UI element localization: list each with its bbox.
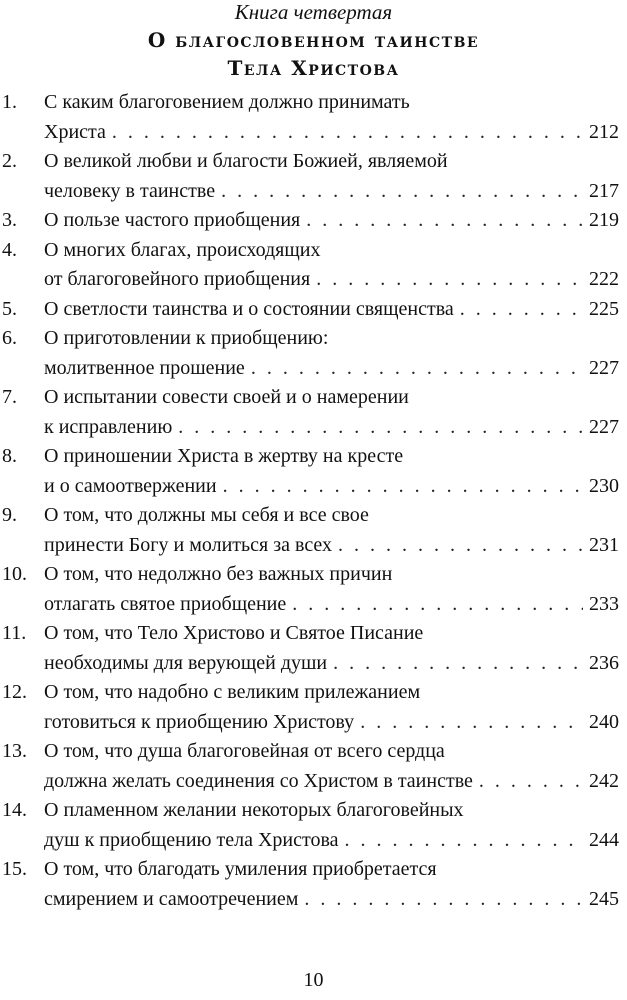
- toc-entry: [0, 678, 627, 737]
- toc-entry-title: человеку в таинстве: [44, 179, 216, 202]
- toc-entry-last-line: [44, 531, 619, 561]
- toc-entry-last-line: [44, 413, 619, 443]
- toc-entry-title: готовиться к приобщению Христову: [44, 710, 355, 733]
- toc-entry-title: принести Богу и молиться за всех: [44, 533, 333, 556]
- toc-entry-last-line: [44, 206, 619, 236]
- toc-entry-title: О великой любви и благости Божией, являемой: [44, 150, 448, 172]
- toc-entry-page: 227: [589, 415, 619, 438]
- table-of-contents: [0, 88, 627, 914]
- toc-entry-title: О пламенном желании некоторых благоговейных: [44, 799, 464, 821]
- toc-entry-page: 219: [589, 209, 619, 231]
- toc-entry-title: необходимы для верующей души: [44, 651, 328, 674]
- dot-leader: [292, 590, 583, 620]
- toc-entry-title: О том, что душа благоговейная от всего сердца: [44, 740, 445, 762]
- toc-entry: [0, 324, 627, 383]
- toc-entry-number: 4.: [2, 238, 17, 261]
- toc-entry: [0, 147, 627, 206]
- toc-entry-last-line: [44, 708, 619, 738]
- toc-entry-number: 8.: [2, 445, 17, 467]
- toc-entry-last-line: [44, 826, 619, 856]
- dot-leader: [345, 826, 583, 856]
- section-title-line-2: Тела Христова: [227, 56, 400, 80]
- toc-entry-page: 217: [589, 179, 619, 202]
- toc-entry-title: отлагать святое приобщение: [44, 592, 287, 615]
- toc-entry-title: О многих благах, происходящих: [44, 238, 321, 261]
- dot-leader: [306, 206, 583, 236]
- toc-entry: [0, 295, 627, 325]
- toc-entry-last-line: [44, 265, 619, 295]
- dot-leader: [223, 472, 583, 502]
- dot-leader: [304, 885, 583, 915]
- toc-entry-last-line: [44, 295, 619, 325]
- toc-entry-page: 236: [589, 651, 619, 674]
- toc-entry-number: 13.: [2, 740, 27, 762]
- toc-entry-title: О испытании совести своей и о намерении: [44, 386, 409, 408]
- dot-leader: [112, 118, 583, 148]
- toc-entry-number: 12.: [2, 681, 27, 703]
- toc-entry-number: 9.: [2, 504, 17, 526]
- toc-entry-number: 6.: [2, 327, 17, 349]
- toc-entry-title: душ к приобщению тела Христова: [44, 828, 339, 851]
- toc-entry-last-line: [44, 118, 619, 148]
- toc-entry: [0, 855, 627, 914]
- toc-entry-title: молитвенное прошение: [44, 356, 245, 379]
- toc-entry-number: 11.: [2, 622, 27, 644]
- toc-entry-last-line: [44, 767, 619, 797]
- toc-entry-last-line: [44, 885, 619, 915]
- toc-entry: [0, 236, 627, 295]
- toc-entry-title: О приношении Христа в жертву на кресте: [44, 445, 404, 467]
- section-title-line-1: О благословенном таинстве: [147, 28, 480, 52]
- toc-entry-title: к исправлению: [44, 415, 173, 438]
- toc-entry-title: О том, что надобно с великим прилежанием: [44, 681, 421, 703]
- toc-entry-title: О том, что благодать умиления приобретается: [44, 858, 437, 880]
- toc-entry: [0, 206, 627, 236]
- toc-entry-page: 212: [589, 120, 619, 143]
- toc-entry-title: О том, что Тело Христово и Святое Писание: [44, 622, 424, 644]
- toc-entry-title: смирением и самоотречением: [44, 887, 299, 910]
- toc-entry-title: О том, что должны мы себя и все свое: [44, 504, 369, 526]
- toc-entry-page: 227: [589, 356, 619, 379]
- dot-leader: [360, 708, 583, 738]
- toc-entry: [0, 560, 627, 619]
- dot-leader: [460, 295, 583, 325]
- toc-entry: [0, 619, 627, 678]
- toc-entry: [0, 737, 627, 796]
- toc-entry-page: 244: [589, 828, 619, 851]
- dot-leader: [479, 767, 583, 797]
- toc-entry-number: 2.: [2, 150, 17, 172]
- toc-entry-title: О том, что недолжно без важных причин: [44, 563, 393, 585]
- toc-entry-number: 14.: [2, 799, 27, 821]
- toc-entry-number: 15.: [2, 858, 27, 880]
- book-label: Книга четвертая: [234, 0, 393, 24]
- toc-entry-last-line: [44, 354, 619, 384]
- page-number: 10: [303, 969, 324, 991]
- toc-entry-last-line: [44, 472, 619, 502]
- toc-entry-page: 225: [589, 297, 619, 320]
- toc-entry-number: 7.: [2, 386, 17, 408]
- toc-entry: [0, 796, 627, 855]
- toc-entry: [0, 501, 627, 560]
- dot-leader: [316, 265, 583, 295]
- toc-entry-last-line: [44, 649, 619, 679]
- toc-entry-title: С каким благоговением должно принимать: [44, 91, 410, 113]
- toc-entry-number: 3.: [2, 209, 17, 231]
- toc-entry-title: О светлости таинства и о состоянии священства: [44, 297, 454, 320]
- toc-entry-page: 245: [589, 887, 619, 910]
- dot-leader: [333, 649, 583, 679]
- toc-entry-number: 1.: [2, 91, 17, 113]
- toc-entry-page: 231: [589, 533, 619, 556]
- dot-leader: [251, 354, 583, 384]
- toc-entry-last-line: [44, 590, 619, 620]
- toc-entry-page: 240: [589, 710, 619, 733]
- toc-entry-title: и о самоотвержении: [44, 474, 217, 497]
- toc-entry-title: О пользе частого приобщения: [44, 209, 301, 231]
- dot-leader: [338, 531, 583, 561]
- dot-leader: [178, 413, 583, 443]
- toc-entry-page: 233: [589, 592, 619, 615]
- toc-entry-page: 242: [589, 769, 619, 792]
- toc-entry-title: О приготовлении к приобщению:: [44, 327, 329, 349]
- toc-entry-page: 230: [589, 474, 619, 497]
- toc-entry: [0, 442, 627, 501]
- toc-entry-title: должна желать соединения со Христом в таинстве: [44, 769, 473, 792]
- toc-entry: [0, 88, 627, 147]
- dot-leader: [221, 177, 583, 207]
- toc-entry-page: 222: [589, 268, 619, 290]
- toc-entry-number: 10.: [2, 563, 27, 585]
- toc-entry-last-line: [44, 177, 619, 207]
- toc-entry-title: от благоговейного приобщения: [44, 268, 311, 290]
- toc-entry: [0, 383, 627, 442]
- toc-entry-number: 5.: [2, 297, 17, 320]
- toc-entry-title: Христа: [44, 120, 106, 143]
